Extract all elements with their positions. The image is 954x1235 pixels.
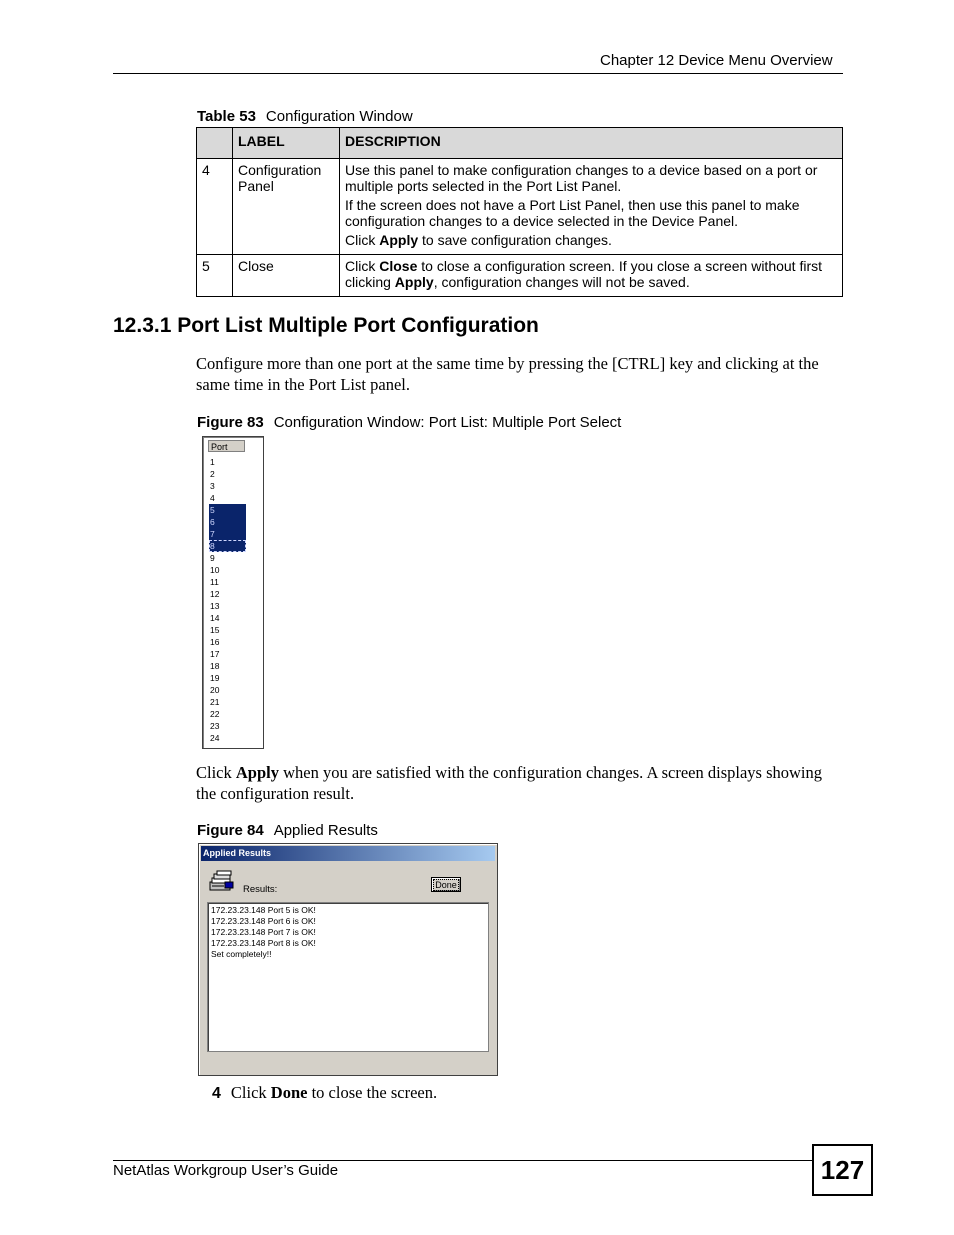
results-line: 172.23.23.148 Port 6 is OK!: [211, 916, 316, 926]
port-item[interactable]: 23: [210, 721, 220, 731]
port-list-panel: [202, 436, 264, 749]
port-item[interactable]: 7: [209, 528, 246, 540]
row-number: 5: [197, 255, 233, 297]
table-row: [197, 159, 843, 255]
row-description: [340, 255, 843, 297]
port-item[interactable]: 16: [210, 637, 220, 647]
table-caption-number: Table 53: [197, 108, 256, 125]
description-paragraph: Click Apply to save configuration changes.: [345, 232, 612, 248]
row-number: 4: [197, 159, 233, 255]
port-item[interactable]: 13: [210, 601, 220, 611]
column-header-label: LABEL: [233, 128, 340, 159]
port-item[interactable]: 10: [210, 565, 220, 575]
running-header: Chapter 12 Device Menu Overview: [600, 52, 833, 69]
port-item[interactable]: 22: [210, 709, 220, 719]
results-lines: [208, 905, 316, 960]
port-item[interactable]: 19: [210, 673, 220, 683]
column-header-description: DESCRIPTION: [340, 128, 843, 159]
results-line: 172.23.23.148 Port 5 is OK!: [211, 905, 316, 915]
figure-title: Configuration Window: Port List: Multiple Port Select: [273, 414, 622, 431]
figure-83-caption: [197, 414, 621, 431]
printer-stack-icon: [209, 870, 235, 892]
figure-number: Figure 83: [197, 414, 264, 431]
results-label: Results:: [243, 884, 278, 895]
row-description: [340, 159, 843, 255]
apply-paragraph: Click Apply when you are satisfied with the configuration changes. A screen displays showing the configuration result.: [196, 763, 822, 803]
port-item[interactable]: 12: [210, 589, 220, 599]
port-item[interactable]: 24: [210, 733, 220, 743]
section-title: 12.3.1 Port List Multiple Port Configuration: [113, 314, 539, 337]
results-textarea[interactable]: [207, 902, 489, 1052]
step-4: 4 Click Done to close the screen.: [212, 1083, 438, 1102]
port-item[interactable]: 6: [209, 516, 246, 528]
port-item[interactable]: 3: [210, 481, 215, 491]
port-item[interactable]: 17: [210, 649, 220, 659]
results-line: 172.23.23.148 Port 8 is OK!: [211, 938, 316, 948]
port-item[interactable]: 11: [210, 577, 219, 587]
table-caption-title: Configuration Window: [265, 108, 413, 125]
description-paragraph: Click Close to close a configuration screen. If you close a screen without first clicking Apply, configuration changes will not be saved.: [345, 258, 823, 290]
page-number: 127: [812, 1144, 873, 1196]
row-label: Close: [233, 255, 340, 297]
table-caption: [197, 108, 413, 125]
window-title-bar[interactable]: Applied Results: [201, 846, 495, 861]
port-item[interactable]: 2: [210, 469, 215, 479]
results-line: 172.23.23.148 Port 7 is OK!: [211, 927, 316, 937]
results-line: Set completely!!: [211, 949, 272, 959]
column-header-number: [197, 128, 233, 159]
done-button[interactable]: Done: [431, 877, 461, 892]
applied-results-window: [198, 843, 498, 1076]
description-paragraph: If the screen does not have a Port List Panel, then use this panel to make configuration changes to a device selected in the Device Panel.: [345, 197, 800, 229]
step-number: 4: [212, 1085, 221, 1102]
configuration-window-table: [196, 127, 843, 297]
figure-number: Figure 84: [197, 822, 264, 839]
port-item[interactable]: 5: [209, 504, 246, 516]
figure-title: Applied Results: [273, 822, 378, 839]
port-item[interactable]: 9: [210, 553, 215, 563]
port-item[interactable]: 4: [210, 493, 215, 503]
description-paragraph: Use this panel to make configuration changes to a device based on a port or multiple ports selected in the Port List Panel.: [345, 162, 818, 194]
port-item[interactable]: 8: [209, 540, 246, 552]
port-item[interactable]: 14: [210, 613, 220, 623]
section-paragraph: Configure more than one port at the same time by pressing the [CTRL] key and clicking at the same time in the Port List panel.: [196, 354, 819, 394]
row-label: Configuration Panel: [233, 159, 340, 255]
footer-guide-title: NetAtlas Workgroup User’s Guide: [113, 1162, 339, 1179]
header-rule: [113, 73, 843, 74]
port-item[interactable]: 1: [210, 457, 215, 467]
port-item[interactable]: 21: [210, 697, 220, 707]
table-header-row: [197, 128, 843, 159]
port-item[interactable]: 15: [210, 625, 220, 635]
port-item[interactable]: 18: [210, 661, 220, 671]
figure-84-caption: [197, 822, 378, 839]
table-row: [197, 255, 843, 297]
port-column-header[interactable]: Port: [208, 440, 245, 452]
footer-rule: [113, 1160, 813, 1161]
port-item[interactable]: 20: [210, 685, 220, 695]
port-list: [209, 456, 246, 744]
